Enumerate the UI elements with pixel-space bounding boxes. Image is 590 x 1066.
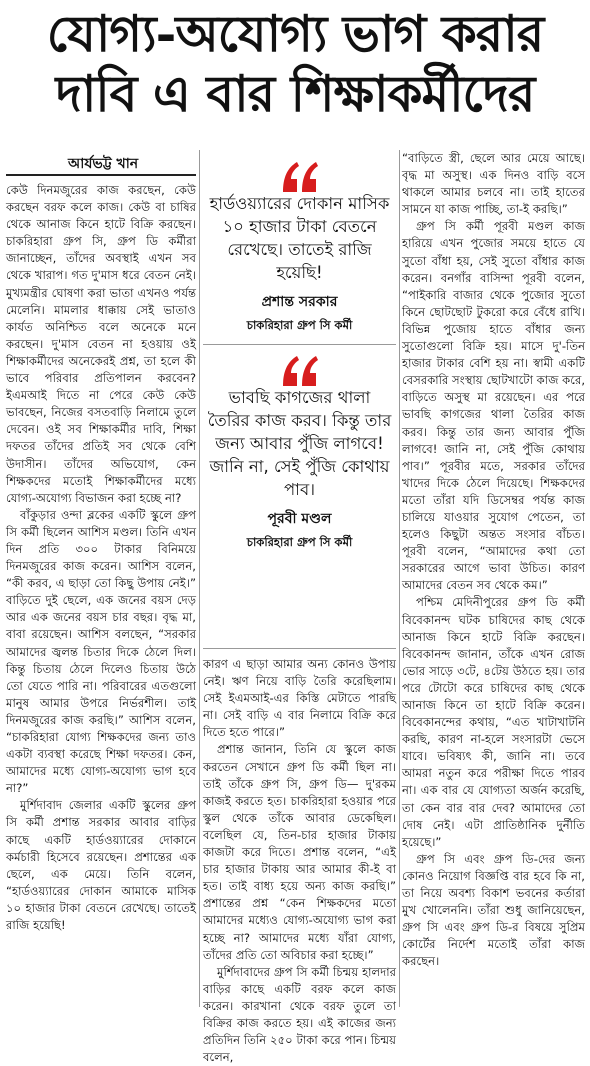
col3-paragraph-1: “বাড়িতে স্ত্রী, ছেলে আর মেয়ে আছে। বৃদ্ধ মা অসুস্থ। এক দিনও বাড়ি বসে থাকলে আমার চলবে না। তাই হাতের সামনে যা কাজ পাচ্ছি, তা-ই করছি।” [402, 151, 585, 217]
col1-paragraph-2: বাঁকুড়ার ওন্দা ব্লকের একটি স্কুলে গ্রুপ সি কর্মী ছিলেন আশিস মণ্ডল। তিনি এখন দিন প্রতি ৩০০ টাকার বিনিময়ে দিনমজুরের কাজ করেন। আশিস বলেন, “কী করব, এ ছাড়া তো কিছু উপায় নেই।” বাড়িতে দুই ছেলে, এক জনের বয়স দেড় আর এক জনের বয়স চার বছর। বৃদ্ধ মা, বাবা রয়েছেন। আশিস বলছেন, “সরকার আমাদের জ্বলন্ত চিতার দিকে ঠেলে দিল। কিন্তু চিতায় ঠেলে দিলেও চিতায় উঠে তো যেতে পারি না। পরিবারের এতগুলো মানুষ আমার উপরে নির্ভরশীল। তাই দিনমজুরের কাজ করছি।” আশিস বলেন, “চাকরিহারা যোগ্য শিক্ষকদের জন্য তাও একটা ব্যবস্থা করেছে শিক্ষা দফতর। কেন, আমাদের মধ্যে যোগ্য-অযোগ্য ভাগ হবে না?” [6, 507, 196, 796]
pull-quote-2 [203, 352, 396, 553]
pull-quote-divider [203, 344, 396, 345]
col3-paragraph-3: পশ্চিম মেদিনীপুরের গ্রুপ ডি কর্মী বিবেকানন্দ ঘটক চাষিদের কাছ থেকে আনাজ কিনে হাটে বিক্রি করছেন। বিবেকানন্দ জানান, তাঁকে এখন রোজ ভোর সাড়ে ৩টে, ৪টেয় উঠতে হয়। তার পরে টোটো করে চাষিদের কাছ থেকে আনাজ কিনে তা হাটে বিক্রি করেন। বিবেকানন্দের কথায়, “এত খাটাখাটনি করছি, কারণ না-হলে সংসারটা ভেসে যাবে। ভবিষ্যৎ কী, জানি না। তবে আমরা নতুন করে পরীক্ষা দিতে পারব না। এক বার যে যোগ্যতা অর্জন করেছি, তা কেন বার বার দেব? আমাদের তো দোষ নেই। এটা প্রাতিষ্ঠানিক দুর্নীতি হয়েছে।” [402, 595, 585, 849]
column-2 [203, 656, 396, 1065]
pull-quote-2-text: ভাবছি কাগজের থালা তৈরির কাজ করব। কিন্তু তার জন্য আবার পুঁজি লাগবে! জানি না, সেই পুঁজি কোথায় পাব। [207, 388, 392, 499]
col1-paragraph-1: কেউ দিনমজুরের কাজ করছেন, কেউ করছেন বরফ কলে কাজ। কেউ বা চাষির থেকে আনাজ কিনে হাটে বিক্রি করছেন। চাকরিহারা গ্রুপ সি, গ্রুপ ডি কর্মীরা জানাচ্ছেন, তাঁদের অবস্থাই এখন সব থেকে খারাপ। গত দু'মাস ধরে বেতন নেই। মুখ্যমন্ত্রীর ঘোষণা করা ভাতা এখনও পর্যন্ত মেলেনি। মামলার ধাক্কায় সেই ভাতাও কার্যত অনিশ্চিত বলে অনেকে মনে করছেন। দু'মাস বেতন না হওয়ায় ওই শিক্ষাকর্মীদের অনেকেরই প্রশ্ন, তা হলে কী ভাবে পরিবার প্রতিপালন করবেন? ইএমআই দিতে না পেরে কেউ কেউ ভাবছেন, নিজের বসতবাড়ি নিলামে তুলে দেবেন। ওই সব শিক্ষাকর্মীর দাবি, শিক্ষা দফতর তাঁদের প্রতিই সব থেকে বেশি উদাসীন। তাঁদের অভিযোগ, কেন শিক্ষকদের মতোই শিক্ষাকর্মীদের মধ্যে যোগ্য-অযোগ্য বিভাজন করা হচ্ছে না? [6, 183, 196, 505]
pull-quote-1-role: চাকরিহারা গ্রুপ সি কর্মী [246, 318, 353, 332]
column-divider [199, 150, 200, 1007]
pull-quote-1-name: প্রশান্ত সরকার [261, 294, 338, 310]
pull-quote-1 [203, 158, 396, 336]
pull-quote-divider [203, 648, 396, 649]
column-3 [402, 150, 585, 1007]
col3-paragraph-4: গ্রুপ সি এবং গ্রুপ ডি-দের জন্য কোনও নিয়োগ বিজ্ঞপ্তি বার হবে কি না, তা নিয়ে অবশ্য বিকাশ ভবনের কর্তারা মুখ খোলেননি। তাঁরা শুধু জানিয়েছেন, গ্রুপ সি এবং গ্রুপ ডি-র বিষয়ে সুপ্রিম কোর্টের নির্দেশ মতোই তাঁরা কাজ করছেন। [402, 851, 585, 969]
quote-mark-icon [280, 158, 320, 192]
pull-quote-1-text: হার্ডওয়্যারের দোকান মাসিক ১০ হাজার টাকা বেতনে রেখেছে। তাতেই রাজি হয়েছি! [209, 194, 390, 282]
headline-line-1: যোগ্য-অযোগ্য ভাগ করার [46, 4, 544, 63]
headline-line-2: দাবি এ বার শিক্ষাকর্মীদের [55, 64, 535, 123]
quote-mark-icon [280, 352, 320, 386]
pull-quote-2-role: চাকরিহারা গ্রুপ সি কর্মী [246, 535, 353, 549]
column-1 [6, 182, 196, 1007]
byline: আর্যভট্ট খান [68, 156, 139, 172]
col2-paragraph-3: মুর্শিদাবাদের গ্রুপ সি কর্মী চিন্ময় হালদার বাড়ির কাছে একটি বরফ কলে কাজ করেন। কারখানা থেকে বরফ তুলে তা বিক্রির কাজ করতে হয়। এই কাজের জন্য প্রতিদিন তিনি ২৫০ টাকা করে পান। চিন্ময় বলেন, [203, 964, 396, 1065]
col2-paragraph-2: প্রশান্ত জানান, তিনি যে স্কুলে কাজ করতেন সেখানে গ্রুপ ডি কর্মী ছিল না। তাই তাঁকে গ্রুপ সি, গ্রুপ ডি— দু'রকম কাজই করতে হত। চাকরিহারা হওয়ার পরে স্কুল থেকে তাঁকে আবার ডেকেছিল। বলেছিল যে, তিন-চার হাজার টাকায় কাজটা করে দিতে। প্রশান্ত বলেন, “এই চার হাজার টাকায় আর আমার কী-ই বা হত। তাই বাধ্য হয়ে অন্য কাজ করছি।” প্রশান্তের প্রশ্ন “কেন শিক্ষকদের মতো আমাদের মধ্যেও যোগ্য-অযোগ্য ভাগ করা হচ্ছে না? আমাদের মধ্যে যাঁরা যোগ্য, তাঁদের প্রতি তো অবিচার করা হচ্ছে।” [203, 742, 396, 962]
col1-paragraph-3: মুর্শিদাবাদ জেলার একটি স্কুলের গ্রুপ সি কর্মী প্রশান্ত সরকার আবার বাড়ির কাছে একটি হার্ডওয়্যারের দোকানে কর্মচারী হিসেবে রয়েছেন। প্রশান্তের এক ছেলে, এক মেয়ে। তিনি বলেন, “হার্ডওয়্যারের দোকান আমাকে মাসিক ১০ হাজার টাকা বেতনে রেখেছে। তাতেই রাজি হয়েছি! [6, 798, 196, 933]
byline-block [6, 150, 196, 178]
byline-rule [6, 174, 196, 176]
column-divider [399, 150, 400, 1007]
pull-quote-2-name: পূরবী মণ্ডল [267, 511, 332, 527]
col2-paragraph-1: কারণ এ ছাড়া আমার অন্য কোনও উপায় নেই। ঋণ নিয়ে বাড়ি তৈরি করেছিলাম। সেই ইএমআই-এর কিস্তি মেটাতে পারছি না। সেই বাড়ি এ বার নিলামে বিক্রি করে দিতে হতে পারে।” [203, 657, 396, 740]
col3-paragraph-2: গ্রুপ সি কর্মী পূরবী মণ্ডল কাজ হারিয়ে এখন পুজোর সময়ে হাতে যে সুতো বাঁধা হয়, সেই সুতো বাঁধার কাজ করেন। বনগাঁর বাসিন্দা পূরবী বলেন, “পাইকারি বাজার থেকে পুজোর সুতো কিনে ছোটছোট টুকরো করে বেঁধে রাখি। বিভিন্ন পুজোয় হাতে বাঁধার জন্য সুতোগুলো বিক্রি হয়। মাসে দু'-তিন হাজার টাকার বেশি হয় না। স্বামী একটি বেসরকারি সংস্থায় ছোটখাটো কাজ করে, বাড়িতে অসুস্থ মা রয়েছেন। এর পরে ভাবছি কাগজের থালা তৈরির কাজ করব। কিন্তু তার জন্য আবার পুঁজি লাগবে! জানি না, সেই পুঁজি কোথায় পাব।” পূরবীর মতে, সরকার তাঁদের খাদের দিকে ঠেলে দিয়েছে। শিক্ষকদের মতো তাঁরা যদি ডিসেম্বর পর্যন্ত কাজ চালিয়ে যাওয়ার সুযোগ পেতেন, তা হলেও কিছুটা অন্তত সংসার বাঁচত। পূরবী বলেন, “আমাদের কথা তো সরকারের আগে ভাবা উচিত। কারণ আমাদের বেতন সব থেকে কম।” [402, 219, 586, 593]
headline [6, 4, 584, 124]
